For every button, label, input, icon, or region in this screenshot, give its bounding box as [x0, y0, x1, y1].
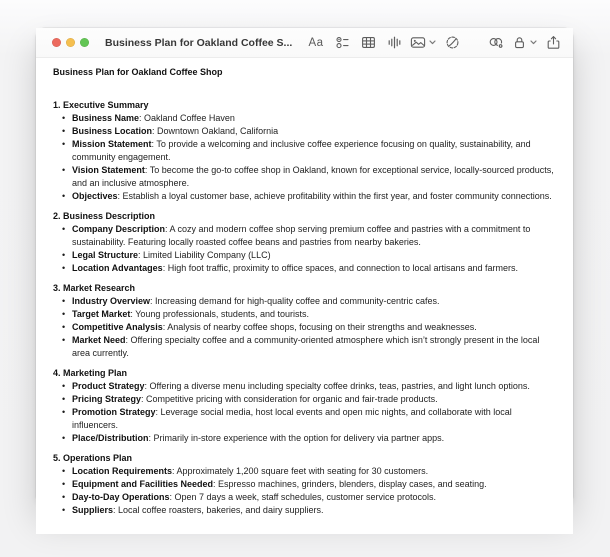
- bullet-item: • Promotion Strategy: Leverage social media, host local events and open mic nights, and collaborate with local influencers.: [62, 407, 512, 430]
- section-heading: 3. Market Research: [53, 283, 136, 293]
- doc-section: [53, 99, 557, 203]
- doc-section: [53, 452, 557, 517]
- bullet-item: • Objectives: Establish a loyal customer base, achieve profitability within the first year, and foster community connections.: [62, 191, 552, 201]
- bullet-glyph: •: [62, 381, 66, 391]
- item-label: Product Strategy: [72, 381, 145, 391]
- table-icon: [361, 35, 376, 50]
- checklist-icon: [335, 35, 350, 50]
- item-label: Day-to-Day Operations: [72, 492, 170, 502]
- bullet-list: [53, 295, 557, 360]
- section-heading: 1. Executive Summary: [53, 100, 149, 110]
- item-label: Pricing Strategy: [72, 394, 142, 404]
- bullet-list: [53, 465, 557, 517]
- collaborate-icon: [488, 35, 505, 50]
- format-text-button[interactable]: [304, 32, 328, 54]
- bullet-item: • Equipment and Facilities Needed: Espresso machines, grinders, blenders, display cases, and seating.: [62, 479, 487, 489]
- lock-button[interactable]: [510, 32, 539, 54]
- bullet-glyph: •: [62, 407, 66, 417]
- bullet-item: • Market Need: Offering specialty coffee and a community-oriented atmosphere which isn’t strongly present in the local area currently.: [62, 335, 540, 358]
- bullet-glyph: •: [62, 263, 66, 273]
- bullet-glyph: •: [62, 165, 66, 175]
- bullet-glyph: •: [62, 191, 66, 201]
- item-label: Company Description: [72, 224, 166, 234]
- bullet-glyph: •: [62, 224, 66, 234]
- audio-waveform-icon: [387, 35, 402, 50]
- minimize-button[interactable]: [66, 38, 75, 47]
- bullet-item: • Vision Statement: To become the go-to coffee shop in Oakland, known for exceptional service, locally-sourced products, and an inclusive atmosphere.: [62, 165, 554, 188]
- bullet-glyph: •: [62, 322, 66, 332]
- bullet-item: • Day-to-Day Operations: Open 7 days a week, staff schedules, customer service protocols.: [62, 492, 436, 502]
- bullet-glyph: •: [62, 139, 66, 149]
- item-label: Location Requirements: [72, 466, 173, 476]
- item-label: Promotion Strategy: [72, 407, 156, 417]
- section-heading: 4. Marketing Plan: [53, 368, 128, 378]
- bullet-item: • Target Market: Young professionals, students, and tourists.: [62, 309, 309, 319]
- item-label: Objectives: [72, 191, 118, 201]
- bullet-item: • Company Description: A cozy and modern coffee shop serving premium coffee and pastries with a commitment to sustainability. Featuring locally roasted coffee beans and pastries from nearby bakeries.: [62, 224, 531, 247]
- bullet-item: • Pricing Strategy: Competitive pricing with consideration for organic and fair-trade products.: [62, 394, 438, 404]
- window-title: Business Plan for Oakland Coffee S...: [105, 36, 293, 49]
- bullet-glyph: •: [62, 296, 66, 306]
- item-label: Vision Statement: [72, 165, 145, 175]
- bullet-list: [53, 112, 557, 203]
- doc-section: [53, 210, 557, 275]
- close-button[interactable]: [52, 38, 61, 47]
- bullet-glyph: •: [62, 492, 66, 502]
- bullet-glyph: •: [62, 479, 66, 489]
- bullet-glyph: •: [62, 113, 66, 123]
- markup-scribble-icon: [445, 35, 460, 50]
- bullet-glyph: •: [62, 394, 66, 404]
- notes-window: [36, 28, 573, 515]
- note-editor[interactable]: [36, 58, 573, 534]
- document-title: Business Plan for Oakland Coffee Shop: [53, 67, 223, 77]
- media-icon: [410, 35, 426, 50]
- item-label: Place/Distribution: [72, 433, 149, 443]
- item-label: Location Advantages: [72, 263, 163, 273]
- markup-button[interactable]: [440, 32, 464, 54]
- item-label: Mission Statement: [72, 139, 152, 149]
- collaborate-button[interactable]: [484, 32, 508, 54]
- share-button[interactable]: [541, 32, 565, 54]
- bullet-item: • Product Strategy: Offering a diverse menu including specialty coffee drinks, teas, pastries, and light lunch options.: [62, 381, 530, 391]
- checklist-button[interactable]: [330, 32, 354, 54]
- doc-section: [53, 367, 557, 445]
- bullet-item: • Location Requirements: Approximately 1,200 square feet with seating for 30 customers.: [62, 466, 429, 476]
- bullet-item: • Industry Overview: Increasing demand for high-quality coffee and community-centric cafes.: [62, 296, 440, 306]
- section-heading: 2. Business Description: [53, 211, 156, 221]
- zoom-button[interactable]: [80, 38, 89, 47]
- item-label: Equipment and Facilities Needed: [72, 479, 214, 489]
- title-bar[interactable]: [36, 28, 573, 58]
- bullet-item: • Business Location: Downtown Oakland, California: [62, 126, 279, 136]
- bullet-glyph: •: [62, 250, 66, 260]
- bullet-item: • Place/Distribution: Primarily in-store experience with the option for delivery via partner apps.: [62, 433, 445, 443]
- item-label: Suppliers: [72, 505, 114, 515]
- item-label: Business Location: [72, 126, 153, 136]
- bullet-item: • Mission Statement: To provide a welcoming and inclusive coffee experience focusing on quality, sustainability, and community engagement.: [62, 139, 531, 162]
- bullet-list: [53, 380, 557, 445]
- share-icon: [546, 35, 561, 50]
- toolbar: [304, 32, 565, 54]
- item-label: Competitive Analysis: [72, 322, 163, 332]
- bullet-item: • Business Name: Oakland Coffee Haven: [62, 113, 235, 123]
- bullet-glyph: •: [62, 126, 66, 136]
- chevron-down-icon: [530, 40, 537, 45]
- bullet-glyph: •: [62, 466, 66, 476]
- bullet-item: • Location Advantages: High foot traffic, proximity to office spaces, and connection to local artisans and farmers.: [62, 263, 519, 273]
- item-label: Industry Overview: [72, 296, 151, 306]
- bullet-list: [53, 223, 557, 275]
- traffic-lights: [52, 38, 89, 47]
- item-label: Target Market: [72, 309, 131, 319]
- section-heading: 5. Operations Plan: [53, 453, 133, 463]
- bullet-glyph: •: [62, 309, 66, 319]
- bullet-item: • Suppliers: Local coffee roasters, bakeries, and dairy suppliers.: [62, 505, 324, 515]
- lock-icon: [512, 35, 527, 50]
- item-label: Legal Structure: [72, 250, 139, 260]
- item-label: Business Name: [72, 113, 140, 123]
- bullet-glyph: •: [62, 505, 66, 515]
- format-text-icon: Aa: [308, 36, 324, 49]
- bullet-item: • Competitive Analysis: Analysis of nearby coffee shops, focusing on their strengths and weaknesses.: [62, 322, 477, 332]
- table-button[interactable]: [356, 32, 380, 54]
- media-button[interactable]: [408, 32, 438, 54]
- bullet-glyph: •: [62, 335, 66, 345]
- audio-record-button[interactable]: [382, 32, 406, 54]
- doc-section: [53, 282, 557, 360]
- chevron-down-icon: [429, 40, 436, 45]
- bullet-item: • Legal Structure: Limited Liability Company (LLC): [62, 250, 271, 260]
- bullet-glyph: •: [62, 433, 66, 443]
- item-label: Market Need: [72, 335, 126, 345]
